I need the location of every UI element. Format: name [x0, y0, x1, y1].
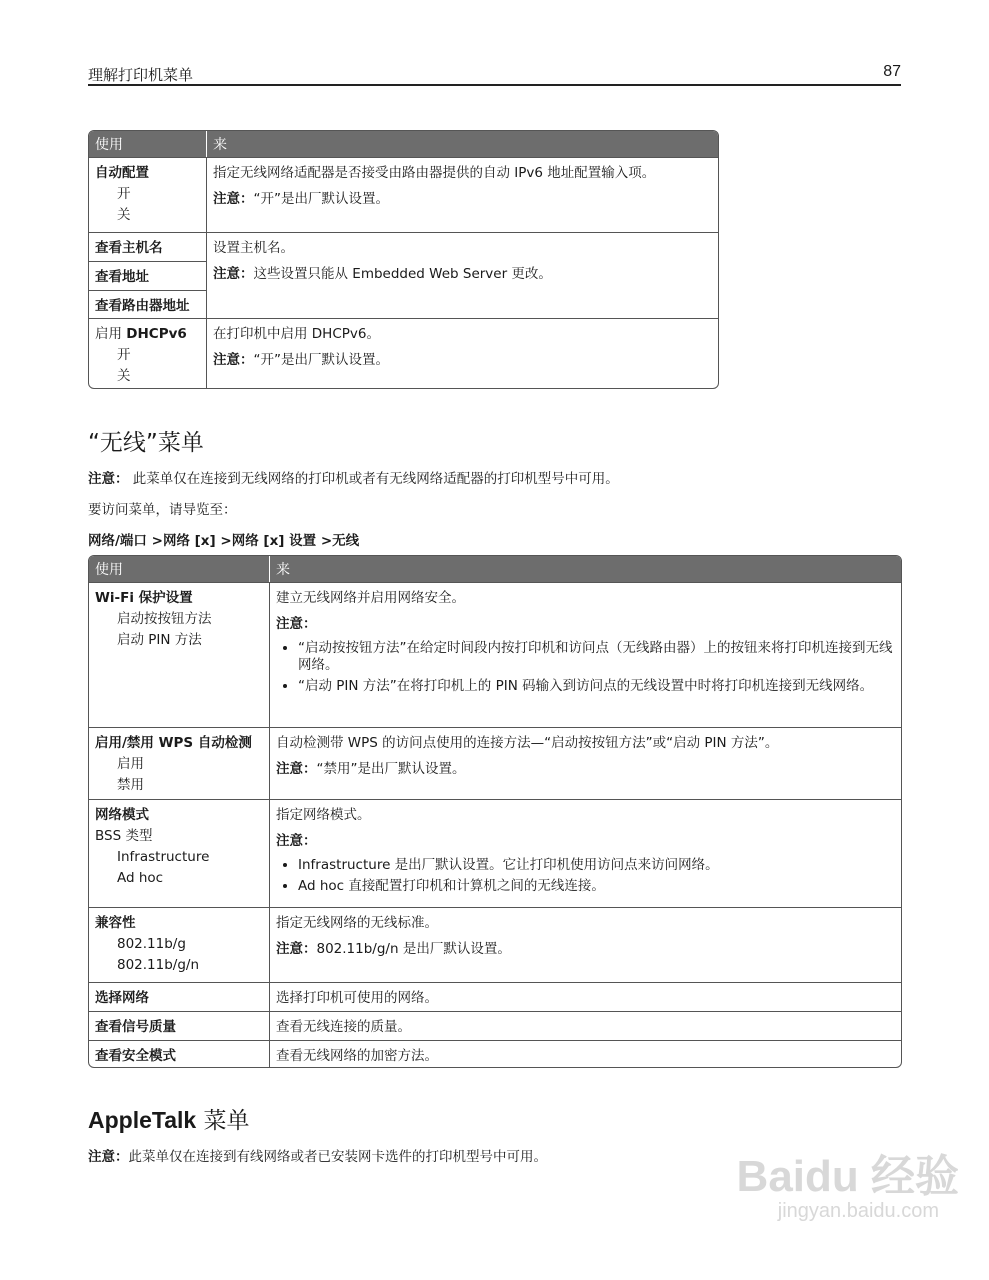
- note: 此菜单仅在连接到有线网络或者已安装网卡选件的打印机型号中可用。: [128, 1149, 547, 1165]
- description: 在打印机中启用 DHCPv6。: [213, 326, 380, 342]
- table-row: [89, 982, 901, 1011]
- option: 关: [117, 207, 131, 223]
- option: Infrastructure: [117, 849, 210, 865]
- table-row: [89, 318, 718, 388]
- menu-item: 查看信号质量: [89, 1011, 269, 1040]
- option: Ad hoc: [117, 870, 164, 886]
- note-label: 注意：: [276, 616, 317, 632]
- title-bold: AppleTalk: [88, 1107, 197, 1133]
- col-header-for: 来: [269, 556, 901, 582]
- menu-item: Wi-Fi 保护设置: [95, 590, 193, 606]
- table-row: [89, 157, 718, 232]
- table-row: [89, 1040, 901, 1067]
- note: “开”是出厂默认设置。: [253, 352, 389, 368]
- note: 802.11b/g/n 是出厂默认设置。: [316, 941, 511, 957]
- table-row: [89, 727, 901, 799]
- menu-path: 网络/端口 >网络 [x] >网络 [x] 设置 >无线: [88, 533, 360, 549]
- title-rest: 菜单: [196, 1108, 250, 1134]
- menu-item-prefix: 启用: [95, 326, 127, 342]
- note: 这些设置只能从 Embedded Web Server 更改。: [253, 266, 552, 282]
- table-row: [89, 907, 901, 982]
- note-label: 注意：: [276, 833, 317, 849]
- option: 启用: [117, 756, 144, 772]
- option: 启动按按钮方法: [117, 611, 212, 627]
- bullet-item: • “启动按按钮方法”在给定时间段内按打印机和访问点（无线路由器）上的按钮来将打印机连接到无线网络。: [298, 640, 895, 674]
- baidu-watermark-logo: Baidu 经验: [736, 1152, 959, 1201]
- menu-item: 网络模式: [95, 807, 149, 823]
- option: 禁用: [117, 777, 144, 793]
- option: 802.11b/g/n: [117, 957, 200, 973]
- option: 802.11b/g: [117, 936, 186, 952]
- menu-item: DHCPv6: [126, 326, 187, 342]
- access-instructions: 要访问菜单，请导览至：: [88, 502, 237, 518]
- note: “禁用”是出厂默认设置。: [316, 761, 466, 777]
- table-row: [89, 582, 901, 727]
- option: 开: [117, 186, 131, 202]
- menu-item: 查看地址: [89, 261, 206, 290]
- menu-item: 查看路由器地址: [89, 290, 206, 318]
- menu-item: 选择网络: [89, 982, 269, 1011]
- running-header-title: 理解打印机菜单: [88, 66, 194, 84]
- col-header-for: 来: [206, 131, 718, 157]
- description: 建立无线网络并启用网络安全。: [276, 590, 465, 606]
- description: 选择打印机可使用的网络。: [269, 982, 901, 1011]
- col-header-use: 使用: [89, 131, 206, 157]
- section-title-appletalk: [88, 1102, 250, 1135]
- note-label: 注意：: [213, 191, 254, 207]
- note-label: 注意：: [213, 352, 254, 368]
- description: 指定网络模式。: [276, 807, 371, 823]
- menu-item: 自动配置: [95, 165, 149, 181]
- bullet-item: • Ad hoc 直接配置打印机和计算机之间的无线连接。: [298, 878, 895, 895]
- header-rule: [88, 84, 901, 86]
- menu-item: 兼容性: [95, 915, 136, 931]
- description: 指定无线网络适配器是否接受由路由器提供的自动 IPv6 地址配置输入项。: [213, 165, 656, 181]
- menu-item: 查看主机名: [89, 232, 206, 261]
- note-label: 注意：: [213, 266, 254, 282]
- sub-item: BSS 类型: [95, 828, 153, 844]
- ipv6-settings-table: [88, 130, 719, 389]
- menu-item: 查看安全模式: [89, 1040, 269, 1067]
- section-title-wireless: “无线”菜单: [88, 430, 204, 456]
- option: 关: [117, 368, 131, 384]
- page-number: 87: [883, 63, 901, 80]
- option: 启动 PIN 方法: [117, 632, 202, 648]
- note-label: 注意：: [276, 761, 317, 777]
- table-row: [89, 232, 718, 261]
- menu-item: 启用/禁用 WPS 自动检测: [95, 735, 252, 751]
- wireless-settings-table: [88, 555, 902, 1068]
- description: 自动检测带 WPS 的访问点使用的连接方法—“启动按按钮方法”或“启动 PIN 方法”。: [276, 735, 779, 751]
- note-label: 注意：: [88, 1149, 129, 1165]
- note-label: 注意：: [88, 471, 129, 487]
- description: 查看无线连接的质量。: [269, 1011, 901, 1040]
- description: 查看无线网络的加密方法。: [269, 1040, 901, 1067]
- bullet-item: • “启动 PIN 方法”在将打印机上的 PIN 码输入到访问点的无线设置中时将打印机连接到无线网络。: [298, 678, 895, 695]
- option: 开: [117, 347, 131, 363]
- table-row: [89, 1011, 901, 1040]
- bullet-item: • Infrastructure 是出厂默认设置。它让打印机使用访问点来访问网络。: [298, 857, 895, 874]
- note: 此菜单仅在连接到无线网络的打印机或者有无线网络适配器的打印机型号中可用。: [128, 471, 619, 487]
- note: “开”是出厂默认设置。: [253, 191, 389, 207]
- baidu-watermark-url: jingyan.baidu.com: [777, 1200, 939, 1222]
- col-header-use: 使用: [89, 556, 269, 582]
- note-label: 注意：: [276, 941, 317, 957]
- description: 设置主机名。: [213, 240, 294, 256]
- table-row: [89, 799, 901, 907]
- description: 指定无线网络的无线标准。: [276, 915, 438, 931]
